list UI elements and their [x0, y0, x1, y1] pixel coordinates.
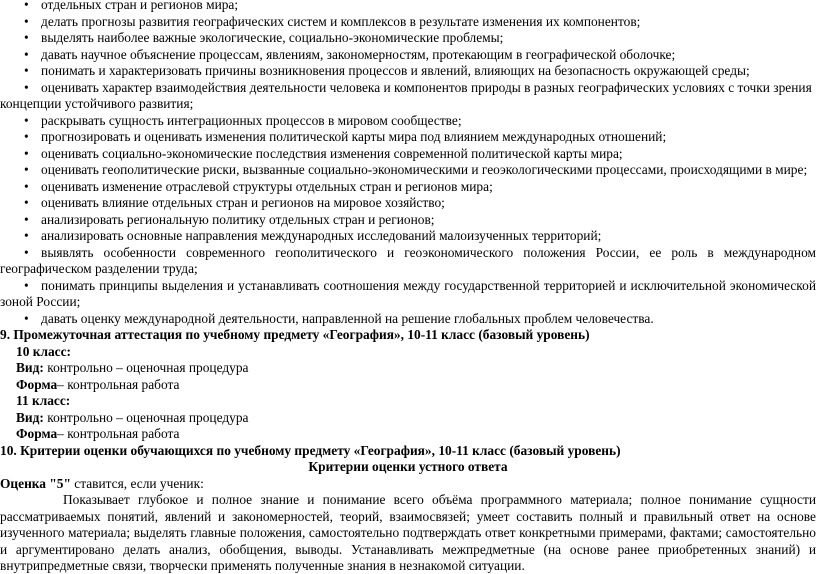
grade-5-line: Оценка "5" ставится, если ученик:: [0, 475, 204, 491]
bullet-text-justified: выявлять особенности современного геополитического и геоэкономического положения России, ее роль в международном: [41, 244, 816, 260]
bullet-marker: •: [24, 79, 29, 95]
bullet-marker: •: [24, 195, 29, 210]
vid-row-10: Вид: контрольно – оценочная процедура: [16, 360, 249, 375]
bullet-continuation: зоной России;: [0, 294, 81, 309]
bullet-continuation: концепции устойчивого развития;: [0, 96, 194, 111]
bullet-continuation: географическом разделении труда;: [0, 261, 198, 276]
criteria-subheading: Критерии оценки устного ответа: [308, 459, 508, 474]
bullet-marker: •: [24, 13, 29, 29]
grade-11-label: 11 класс:: [16, 393, 71, 408]
bullet-marker: •: [24, 310, 29, 326]
bullet-marker: •: [24, 145, 29, 161]
bullet-marker: •: [24, 211, 29, 227]
criteria-paragraph-line: и аргументировано делать анализ, обобщения, выводы. Устанавливать межпредметные (на основе ранее приобретенных знаний) и: [0, 541, 816, 557]
bullet-marker: •: [24, 162, 29, 177]
section-9-heading: 9. Промежуточная аттестация по учебному предмету «География», 10-11 класс (базовый уровень): [0, 327, 590, 342]
bullet-marker: •: [24, 46, 29, 62]
forma-row-10: Форма– контрольная работа: [16, 376, 180, 392]
grade-10-label: 10 класс:: [16, 343, 72, 359]
bullet-text-justified: понимать принципы выделения и устанавливать соотношения между государственной территорией и исключительной экономической: [41, 277, 816, 293]
bullet-marker: •: [24, 0, 29, 12]
forma-row-11: Форма– контрольная работа: [16, 426, 180, 441]
vid-row-11: Вид: контрольно – оценочная процедура: [16, 409, 249, 425]
bullet-marker: •: [24, 178, 29, 194]
bullet-marker: •: [24, 228, 29, 243]
criteria-paragraph-line: Показывает глубокое и полное знание и понимание всего объёма программного материала; полное понимание сущности: [63, 492, 816, 507]
bullet-marker: •: [24, 244, 29, 260]
bullet-marker: •: [24, 277, 29, 293]
criteria-paragraph-line: изученного материала; выделять главные положения, самостоятельно подтверждать ответ конкретными примерами, фактами; самостоятельно: [0, 525, 816, 540]
bullet-marker: •: [24, 129, 29, 144]
bullet-marker: •: [24, 30, 29, 45]
document-page: • отдельных стран и регионов мира; • делать прогнозы развития географических систем и комплексов в результате изменения их компонентов; • выделять наиболее важные экологические, социально-экономические проблемы; • давать научное объяснение процессам, явлениям, закономерностям, протекающим в географической оболочке; • понимать и характеризовать причины возникновения процессов и явлений, влияющих на безопасность окружающей среды; • оценивать характер взаимодействия деятельности человека и компонентов природы в разных географических условиях с точки зрения концепции устойчивого развития; • раскрывать сущность интеграционных процессов в мировом сообществе; • прогнозировать и оценивать изменения политической карты мира под влиянием международных отношений; • оценивать социально-экономические последствия изменения современной политической карты мира; • оценивать геополитические риски, вызванные социально-экономическими и геоэкологическими процессами, происходящими в мире; • оценивать изменение отраслевой структуры отдельных стран и регионов мира; • оценивать влияние отдельных стран и регионов на мировое хозяйство; • анализировать региональную политику отдельных стран и регионов; • анализировать основные направления международных исследований малоизученных территорий; • выявлять особенности современного геополитического и геоэкономического положения России, ее роль в международном географическом разделении труда; • понимать принципы выделения и устанавливать соотношения между государственной территорией и исключительной экономической зоной России; • давать оценку международной деятельности, направленной на решение глобальных проблем человечества. 9. Промежуточная аттестация по учебному предмету «География», 10-11 класс (базовый уровень) 10 класс: Вид: контрольно – оценочная процедура Форма– контрольная работа 11 класс: Вид: контрольно – оценочная процедура Форма– контрольная работа 10. Критерии оценки обучающихся по учебному предмету «География», 10-11 класс (базовый уровень) Критерии оценки устного ответа Оценка "5" ставится, если ученик: Показывает глубокое и полное знание и понимание всего объёма программного материала; полное понимание сущности рассматриваемых понятий, явлений и закономерностей, теорий, взаимосвязей; умеет составить полный и правильный ответ на основе изученного материала; выделять главные положения, самостоятельно подтверждать ответ конкретными примерами, фактами; самостоятельно и аргументировано делать анализ, обобщения, выводы. Устанавливать межпредметные (на основе ранее приобретенных знаний) и внутрипредметные связи, творчески применять полученные знания в незнакомой ситуации.: [0, 0, 816, 540]
bullet-marker: •: [24, 63, 29, 78]
criteria-paragraph-line: рассматриваемых понятий, явлений и закономерностей, теорий, взаимосвязей; умеет составить полный и правильный ответ на основе: [0, 508, 816, 524]
criteria-paragraph-line: внутрипредметные связи, творчески применять полученные знания в незнакомой ситуации.: [0, 558, 525, 573]
section-10-heading: 10. Критерии оценки обучающихся по учебному предмету «География», 10-11 класс (базовый уровень): [0, 442, 621, 458]
bullet-marker: •: [24, 112, 29, 128]
